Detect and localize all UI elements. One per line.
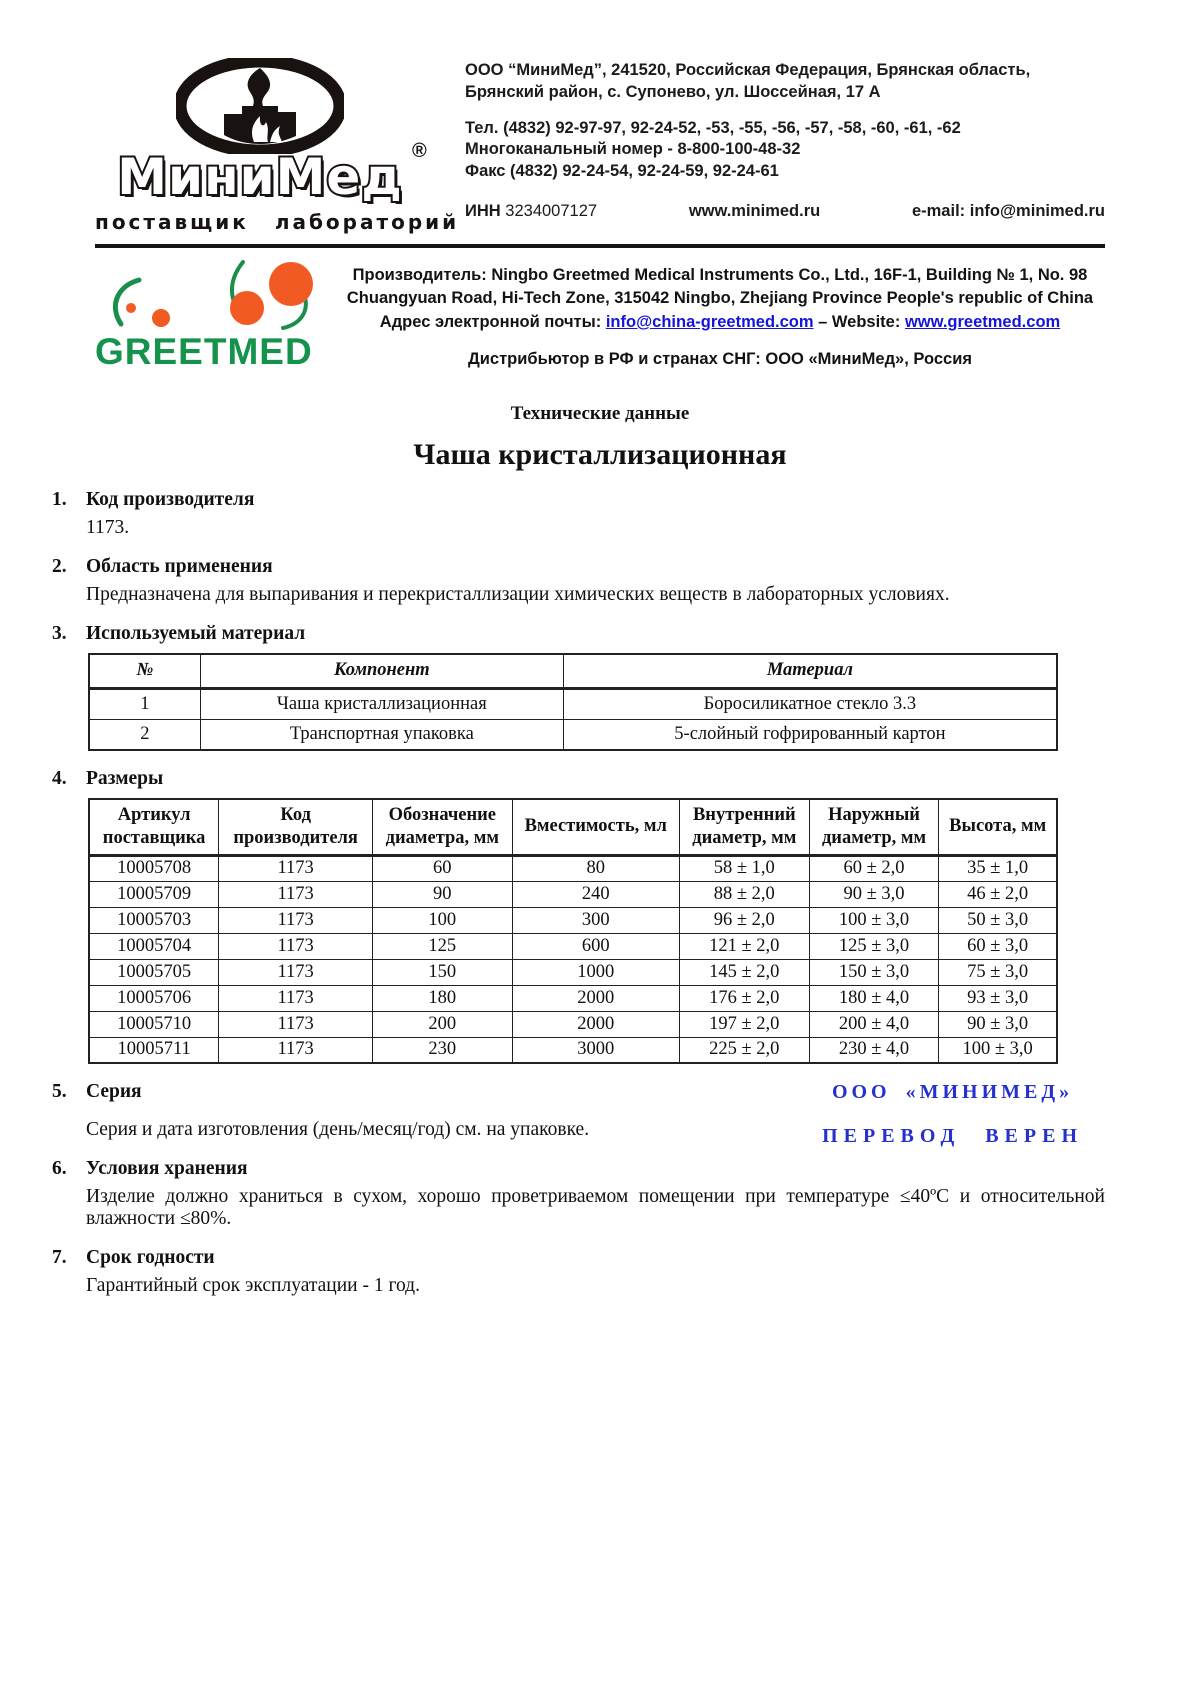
table-cell: 200 ± 4,0 (809, 1011, 939, 1037)
section-shelf-life (52, 1247, 1105, 1297)
table-row (89, 933, 1057, 959)
column-header: Наружный диаметр, мм (809, 799, 939, 855)
section-number: 2. (52, 556, 67, 577)
section-heading: Используемый материал (86, 623, 306, 644)
table-cell: 1173 (219, 959, 373, 985)
address-line2: Брянский район, с. Супонево, ул. Шоссейная, 17 А (465, 82, 881, 101)
doc-subtitle: Технические данные (510, 403, 690, 424)
table-cell: 240 (512, 881, 679, 907)
table-cell: 125 (373, 933, 512, 959)
table-cell: Транспортная упаковка (200, 719, 563, 750)
table-cell: 35 ± 1,0 (939, 855, 1057, 881)
table-cell: 10005708 (89, 855, 219, 881)
manufacturer-info (335, 258, 1105, 373)
table-cell: 93 ± 3,0 (939, 985, 1057, 1011)
greetmed-wordmark: GREETMED (95, 331, 313, 372)
materials-table (88, 653, 1058, 751)
table-cell: 10005703 (89, 907, 219, 933)
table-cell: 10005711 (89, 1037, 219, 1063)
company-email: e-mail: info@minimed.ru (911, 201, 1105, 220)
table-cell: 230 (373, 1037, 512, 1063)
dimensions-table (88, 798, 1058, 1064)
table-row (89, 1011, 1057, 1037)
table-row (89, 959, 1057, 985)
candle-flame-icon (176, 58, 344, 154)
table-cell: 60 ± 3,0 (939, 933, 1057, 959)
table-cell: 1173 (219, 881, 373, 907)
column-header: Код производителя (219, 799, 373, 855)
table-cell: 88 ± 2,0 (679, 881, 809, 907)
section-application-area (52, 556, 1105, 606)
company-contact-block (425, 52, 1105, 234)
table-cell: 176 ± 2,0 (679, 985, 809, 1011)
greetmed-logo (95, 258, 335, 373)
table-cell: 60 ± 2,0 (809, 855, 939, 881)
brand-tagline: поставщик лабораторий (95, 210, 460, 234)
table-cell: 90 (373, 881, 512, 907)
table-cell: 10005710 (89, 1011, 219, 1037)
manufacturer-contacts (335, 311, 1105, 334)
column-header: Материал (563, 654, 1057, 688)
table-cell: 10005706 (89, 985, 219, 1011)
section-number: 5. (52, 1081, 67, 1102)
table-cell: 600 (512, 933, 679, 959)
page-title: Чаша кристаллизационная (413, 438, 787, 471)
table-cell: 90 ± 3,0 (939, 1011, 1057, 1037)
table-cell: 1 (89, 688, 200, 719)
table-cell: 150 (373, 959, 512, 985)
table-cell: 230 ± 4,0 (809, 1037, 939, 1063)
table-row (89, 719, 1057, 750)
section-manufacturer-code (52, 489, 1105, 539)
table-cell: 1173 (219, 907, 373, 933)
minimed-logo (95, 52, 460, 234)
table-cell: 225 ± 2,0 (679, 1037, 809, 1063)
table-cell: 1173 (219, 1037, 373, 1063)
table-cell: Чаша кристаллизационная (200, 688, 563, 719)
inn-label: ИНН (465, 201, 501, 220)
section-heading: Код производителя (86, 489, 255, 510)
section-number: 7. (52, 1247, 67, 1268)
table-row (89, 985, 1057, 1011)
table-cell: 200 (373, 1011, 512, 1037)
table-cell: 60 (373, 855, 512, 881)
multichannel-line: Многоканальный номер - 8-800-100-48-32 (465, 140, 801, 159)
section-series (52, 1081, 1105, 1147)
distributor-line: Дистрибьютор в РФ и странах СНГ: ООО «МиниМед», Россия (468, 350, 972, 369)
table-cell: 75 ± 3,0 (939, 959, 1057, 985)
table-cell: 1173 (219, 855, 373, 881)
column-header: Внутренний диаметр, мм (679, 799, 809, 855)
section-number: 6. (52, 1158, 67, 1179)
table-cell: Боросиликатное стекло 3.3 (563, 688, 1057, 719)
section-body: Серия и дата изготовления (день/месяц/год) см. на упаковке. (86, 1119, 590, 1140)
column-header: Обозначение диаметра, мм (373, 799, 512, 855)
section-number: 1. (52, 489, 67, 510)
registered-trademark-icon: ® (411, 140, 427, 162)
inn-value: 3234007127 (505, 201, 598, 220)
table-cell: 10005704 (89, 933, 219, 959)
table-cell: 1173 (219, 1011, 373, 1037)
section-heading: Срок годности (86, 1247, 215, 1268)
table-cell: 150 ± 3,0 (809, 959, 939, 985)
dimensions-table-header (89, 799, 1057, 855)
section-body: 1173. (86, 517, 130, 538)
company-website: www.minimed.ru (688, 201, 821, 220)
table-cell: 145 ± 2,0 (679, 959, 809, 985)
table-cell: 100 ± 3,0 (939, 1037, 1057, 1063)
letterhead (0, 0, 1200, 234)
table-cell: 125 ± 3,0 (809, 933, 939, 959)
table-cell: 1000 (512, 959, 679, 985)
column-header: Вместимость, мл (512, 799, 679, 855)
materials-table-header (89, 654, 1057, 688)
table-cell: 2 (89, 719, 200, 750)
table-cell: 2000 (512, 985, 679, 1011)
table-row (89, 855, 1057, 881)
table-cell: 121 ± 2,0 (679, 933, 809, 959)
table-row (89, 1037, 1057, 1063)
section-number: 4. (52, 768, 67, 789)
section-heading: Условия хранения (86, 1158, 248, 1179)
table-cell: 300 (512, 907, 679, 933)
table-cell: 197 ± 2,0 (679, 1011, 809, 1037)
table-cell: 1173 (219, 933, 373, 959)
section-body: Изделие должно храниться в сухом, хорошо проветриваемом помещении при температуре ≤40ºС и относительной влажности ≤80%. (86, 1186, 1105, 1229)
section-body: Предназначена для выпаривания и перекристаллизации химических веществ в лабораторных условиях. (86, 584, 950, 605)
column-header: Артикул поставщика (89, 799, 219, 855)
section-heading: Размеры (86, 768, 164, 789)
table-cell: 50 ± 3,0 (939, 907, 1057, 933)
fax-line: Факс (4832) 92-24-54, 92-24-59, 92-24-61 (465, 162, 779, 181)
table-cell: 180 ± 4,0 (809, 985, 939, 1011)
brand-name: МиниМед (117, 148, 403, 206)
section-body: Гарантийный срок эксплуатации - 1 год. (86, 1275, 420, 1296)
mfr-email-label: Адрес электронной почты: (379, 312, 602, 331)
column-header: № (89, 654, 200, 688)
table-cell: 5-слойный гофрированный картон (563, 719, 1057, 750)
manufacturer-line2: Chuangyuan Road, Hi-Tech Zone, 315042 Ningbo, Zhejiang Province People's republic of China (346, 289, 1094, 308)
mfr-website-link[interactable]: www.greetmed.com (904, 312, 1061, 331)
column-header: Компонент (200, 654, 563, 688)
phone-line: Тел. (4832) 92-97-97, 92-24-52, -53, -55, -56, -57, -58, -60, -61, -62 (465, 118, 961, 137)
section-dimensions (52, 768, 1105, 1064)
table-row (89, 907, 1057, 933)
table-cell: 46 ± 2,0 (939, 881, 1057, 907)
mfr-website-label: – Website: (818, 312, 901, 331)
mfr-email-link[interactable]: info@china-greetmed.com (605, 312, 814, 331)
table-cell: 96 ± 2,0 (679, 907, 809, 933)
section-heading: Серия (86, 1081, 142, 1102)
table-cell: 90 ± 3,0 (809, 881, 939, 907)
section-storage-conditions (52, 1158, 1105, 1230)
table-cell: 58 ± 1,0 (679, 855, 809, 881)
section-heading: Область применения (86, 556, 273, 577)
section-material (52, 623, 1105, 751)
table-cell: 10005709 (89, 881, 219, 907)
inn (465, 201, 597, 223)
table-cell: 180 (373, 985, 512, 1011)
table-cell: 100 ± 3,0 (809, 907, 939, 933)
table-cell: 80 (512, 855, 679, 881)
greetmed-mark-icon (95, 258, 325, 330)
section-number: 3. (52, 623, 67, 644)
column-header: Высота, мм (939, 799, 1057, 855)
table-row (89, 688, 1057, 719)
address-line1: ООО “МиниМед”, 241520, Российская Федерация, Брянская область, (465, 61, 1031, 79)
table-cell: 100 (373, 907, 512, 933)
table-cell: 10005705 (89, 959, 219, 985)
table-cell: 2000 (512, 1011, 679, 1037)
manufacturer-line1: Производитель: Ningbo Greetmed Medical Instruments Co., Ltd., 16F-1, Building № 1, No. 98 (352, 266, 1088, 284)
table-cell: 1173 (219, 985, 373, 1011)
table-row (89, 881, 1057, 907)
stamp-verified: ПЕРЕВОД ВЕРЕН (822, 1125, 1083, 1147)
stamp-company: ООО «МИНИМЕД» (831, 1081, 1074, 1103)
table-cell: 3000 (512, 1037, 679, 1063)
manufacturer-block (0, 248, 1200, 373)
translation-stamp (822, 1081, 1083, 1148)
